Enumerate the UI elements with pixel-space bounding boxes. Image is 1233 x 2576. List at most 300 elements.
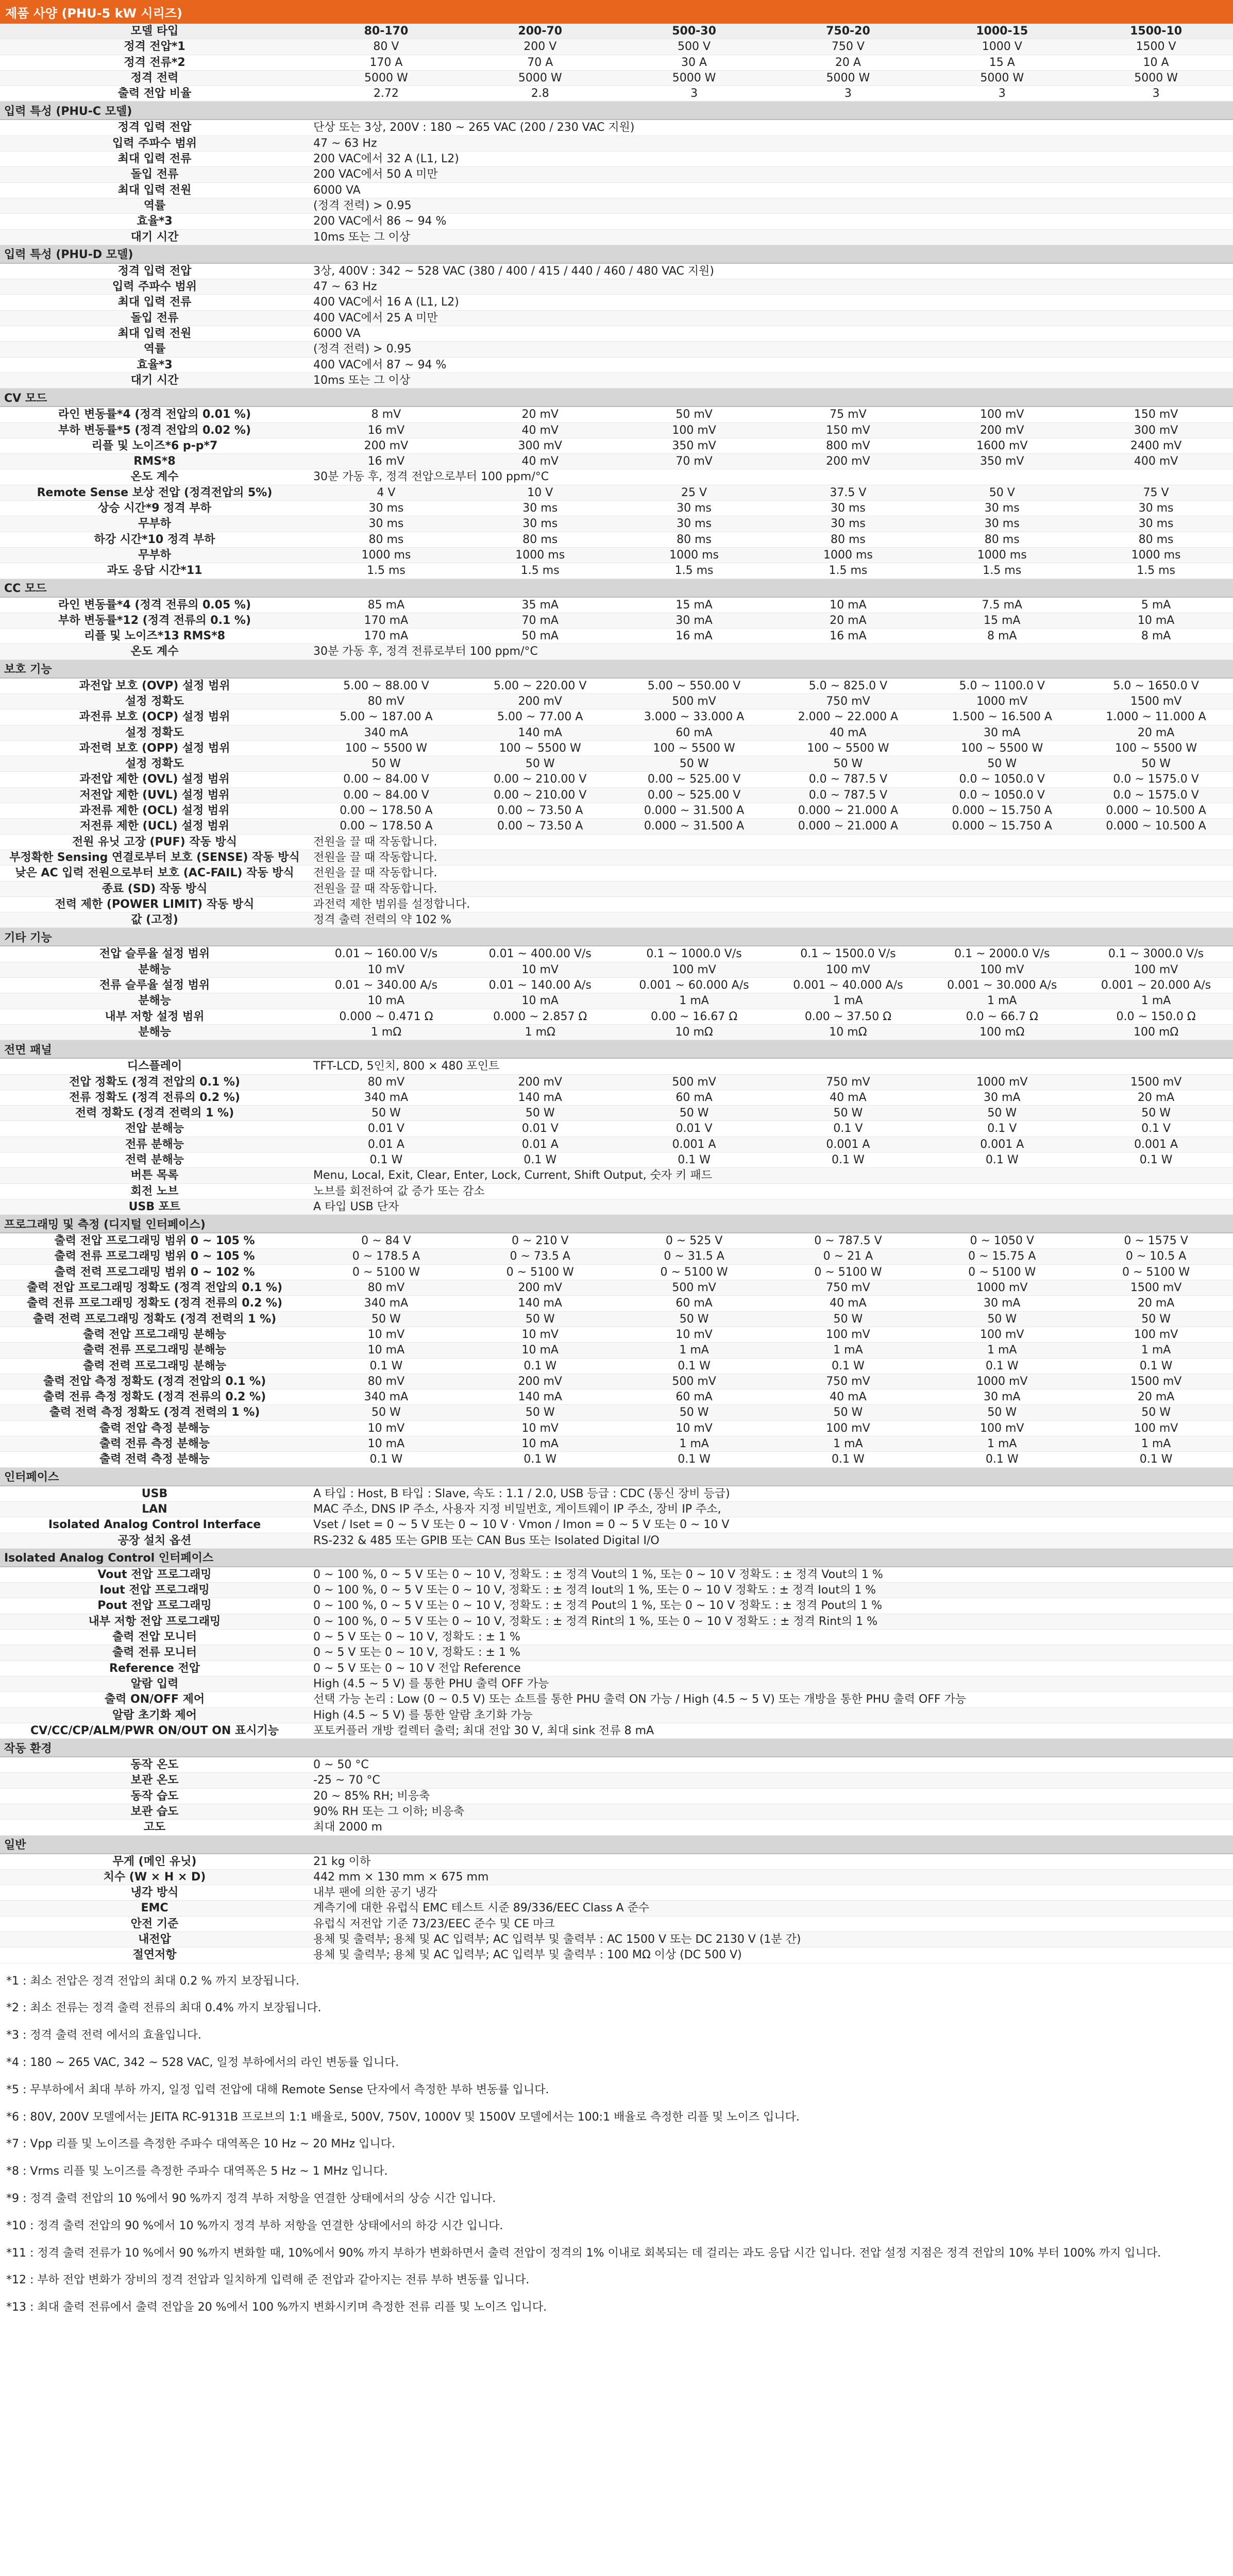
spec-label: USB (141, 1487, 168, 1500)
spec-cell: 15 mA (675, 598, 713, 612)
spec-cell: 10 mA (367, 1344, 405, 1357)
spec-cell: 80 ms (677, 533, 712, 546)
spec-value (309, 1233, 1233, 1248)
spec-cell: 1.5 ms (1137, 564, 1176, 578)
spec-cell: 350 mV (980, 455, 1024, 468)
spec-cell: 1.5 ms (366, 564, 406, 578)
spec-cell: 50 W (987, 1406, 1017, 1419)
spec-cell: 10 A (1143, 56, 1169, 69)
spec-cell: 1000 V (982, 40, 1022, 54)
spec-cell: 0.01 A (367, 1138, 404, 1151)
section-header: 인터페이스 (0, 1468, 1233, 1486)
spec-value (309, 741, 1233, 756)
spec-cell: 0.1 W (985, 1154, 1019, 1166)
spec-cell: 0 ~ 10.5 A (1125, 1250, 1187, 1263)
spec-cell: 100 mV (1134, 1421, 1178, 1435)
spec-cell: 20 mA (1137, 726, 1175, 739)
spec-value (309, 694, 1233, 709)
spec-cell: 10 mA (367, 1437, 405, 1451)
spec-cell: 200 V (523, 40, 557, 54)
spec-label: 동작 습도 (130, 1789, 179, 1803)
spec-cell: 50 W (525, 1107, 555, 1120)
spec-cell: 0.1 W (1139, 1453, 1173, 1466)
spec-label: Reference 전압 (109, 1662, 200, 1675)
spec-value (309, 1265, 1233, 1280)
spec-label: 출력 전압 비율 (117, 87, 192, 100)
spec-cell: 0.000 ~ 21.000 A (798, 820, 899, 833)
spec-row (0, 1614, 1233, 1630)
spec-label: 출력 전압 측정 분해능 (99, 1421, 210, 1435)
spec-value: 전원을 끌 때 작동합니다. (313, 867, 437, 880)
spec-row (0, 694, 1233, 709)
spec-cell: 750 mV (826, 1075, 870, 1089)
spec-cell: 0.000 ~ 10.500 A (1106, 820, 1206, 833)
spec-table (0, 24, 1233, 1963)
spec-label: Iout 전압 프로그래밍 (99, 1584, 210, 1597)
spec-label: 전압 정확도 (정격 전압의 0.1 %) (69, 1075, 240, 1089)
spec-cell: 10 mV (367, 1328, 405, 1341)
spec-cell: 0 ~ 5100 W (814, 1265, 882, 1279)
spec-value: 과전력 제한 범위를 설정합니다. (313, 897, 470, 911)
section-header: 기타 기능 (0, 928, 1233, 946)
spec-label: 출력 전류 프로그래밍 범위 0 ~ 105 % (54, 1250, 255, 1263)
spec-cell: 0.1 W (985, 1359, 1019, 1372)
spec-cell: 340 mA (364, 1297, 409, 1310)
spec-cell: 50 W (987, 1107, 1017, 1120)
spec-cell: 5000 W (826, 71, 870, 84)
spec-cell: 100 mV (826, 1328, 870, 1341)
spec-row (0, 548, 1233, 563)
spec-cell: 0.00 ~ 178.50 A (340, 820, 433, 833)
spec-label: 출력 ON/OFF 제어 (104, 1693, 205, 1706)
spec-value (309, 1249, 1233, 1264)
spec-cell: 0.0 ~ 1575.0 V (1113, 773, 1199, 786)
spec-cell: 0.1 ~ 2000.0 V/s (954, 947, 1050, 961)
spec-row (0, 613, 1233, 629)
spec-value (309, 962, 1233, 977)
spec-cell: 100 mV (980, 408, 1024, 421)
spec-cell: 30 ms (368, 517, 404, 531)
spec-row (0, 882, 1233, 897)
spec-cell: 7.5 mA (982, 598, 1022, 612)
spec-row (0, 993, 1233, 1009)
spec-cell: 0.00 ~ 84.00 V (343, 788, 429, 802)
spec-cell: 0.001 A (1134, 1138, 1178, 1151)
spec-label: 출력 전력 프로그래밍 분해능 (82, 1359, 226, 1372)
section-header: CC 모드 (0, 579, 1233, 598)
spec-label: 전력 제한 (POWER LIMIT) 작동 방식 (55, 897, 255, 911)
spec-label: 출력 전력 프로그래밍 정확도 (정격 전력의 1 %) (32, 1312, 277, 1326)
spec-label: 설정 정확도 (125, 726, 184, 739)
spec-label: CV/CC/CP/ALM/PWR ON/OUT ON 표시기능 (30, 1724, 279, 1737)
spec-row (0, 71, 1233, 86)
spec-cell: 0.001 A (826, 1138, 870, 1151)
spec-cell: 0.01 ~ 400.00 V/s (488, 947, 592, 961)
spec-cell: 50 W (371, 757, 401, 771)
spec-value (309, 946, 1233, 961)
spec-label: 전류 분해능 (125, 1138, 184, 1151)
spec-row (0, 1598, 1233, 1614)
spec-label: 출력 전류 측정 정확도 (정격 전류의 0.2 %) (43, 1391, 266, 1404)
spec-cell: 140 mA (518, 1297, 562, 1310)
spec-label: 부하 변동률*12 (정격 전류의 0.1 %) (58, 614, 251, 627)
spec-label: 최대 입력 전류 (117, 152, 192, 166)
spec-cell: 40 mV (521, 423, 559, 437)
spec-value: Vset / Iset = 0 ~ 5 V 또는 0 ~ 10 V · Vmon / Imon = 0 ~ 5 V 또는 0 ~ 10 V (313, 1518, 730, 1532)
spec-value (309, 55, 1233, 70)
spec-value: 10ms 또는 그 이상 (313, 230, 411, 244)
spec-label: 출력 전류 모니터 (112, 1646, 197, 1659)
spec-value (309, 485, 1233, 500)
spec-cell: 50 W (833, 1312, 863, 1326)
spec-row (0, 1932, 1233, 1947)
spec-label: 입력 주파수 범위 (112, 280, 197, 294)
spec-cell: 0.001 ~ 40.000 A/s (793, 979, 903, 992)
spec-cell: 80 mV (367, 1375, 405, 1388)
spec-cell: 200 mV (364, 439, 409, 452)
spec-cell: 5000 W (1134, 71, 1178, 84)
section-header: 입력 특성 (PHU-D 모델) (0, 245, 1233, 264)
spec-label: 라인 변동률*4 (정격 전류의 0.05 %) (58, 598, 251, 612)
spec-cell: 100 mV (980, 1421, 1024, 1435)
spec-value: 90% RH 또는 그 이하; 비응축 (313, 1805, 465, 1818)
spec-value (309, 1389, 1233, 1404)
footnotes (0, 1963, 1233, 2337)
spec-value (309, 598, 1233, 613)
spec-value (309, 563, 1233, 578)
spec-row (0, 1025, 1233, 1040)
spec-cell: 70 mV (675, 455, 713, 468)
spec-value (309, 709, 1233, 724)
spec-value: A 타입 : Host, B 타입 : Slave, 속도 : 1.1 / 2.0, USB 등급 : CDC (통신 장비 등급) (313, 1487, 730, 1500)
spec-row (0, 1676, 1233, 1692)
spec-value: 30분 가동 후, 정격 전압으로부터 100 ppm/°C (313, 470, 549, 484)
spec-label: 무게 (메인 유닛) (112, 1855, 197, 1868)
spec-value: 전원을 끌 때 작동합니다. (313, 851, 437, 864)
section-header: 전면 패널 (0, 1040, 1233, 1059)
spec-cell: 3.000 ~ 33.000 A (644, 710, 745, 724)
spec-cell: 85 mA (367, 598, 405, 612)
spec-row (0, 198, 1233, 214)
spec-label: 전류 슬루율 설정 범위 (99, 979, 210, 992)
spec-row (0, 39, 1233, 55)
spec-label: 안전 기준 (130, 1917, 179, 1930)
spec-cell: 1 mΩ (370, 1025, 402, 1039)
spec-cell: 20 mA (830, 614, 867, 627)
spec-cell: 16 mA (830, 630, 867, 643)
spec-row (0, 756, 1233, 772)
spec-cell: 15 mA (984, 614, 1021, 627)
spec-row (0, 1692, 1233, 1707)
spec-label: 분해능 (138, 1025, 171, 1039)
spec-cell: 1000 mV (976, 1075, 1028, 1089)
spec-cell: 100 mV (980, 963, 1024, 976)
spec-cell: 0 ~ 84 V (361, 1234, 411, 1248)
spec-cell: 20 mA (1137, 1091, 1175, 1104)
spec-row (0, 1184, 1233, 1199)
spec-cell: 2.000 ~ 22.000 A (798, 710, 899, 724)
spec-cell: 500 mV (672, 1375, 716, 1388)
spec-cell: 1500 mV (1130, 694, 1182, 708)
spec-cell: 60 mA (675, 726, 713, 739)
spec-label: 알람 입력 (130, 1677, 179, 1690)
spec-row (0, 1870, 1233, 1885)
spec-value (309, 1137, 1233, 1152)
spec-label: RMS*8 (133, 455, 176, 468)
spec-row (0, 1583, 1233, 1598)
spec-cell: 8 mA (1141, 630, 1171, 643)
spec-row (0, 1947, 1233, 1963)
spec-cell: 5.00 ~ 187.00 A (340, 710, 433, 724)
section-header: 프로그래밍 및 측정 (디지털 인터페이스) (0, 1215, 1233, 1233)
spec-label: 정격 입력 전압 (117, 121, 192, 134)
spec-cell: 0 ~ 525 V (665, 1234, 723, 1248)
spec-cell: 50 W (525, 1312, 555, 1326)
spec-cell: 1000-15 (976, 25, 1028, 38)
spec-cell: 30 ms (1138, 502, 1174, 515)
spec-cell: 300 mV (518, 439, 562, 452)
spec-label: LAN (142, 1502, 167, 1516)
spec-cell: 30 mA (984, 1091, 1021, 1104)
spec-cell: 0.0 ~ 66.7 Ω (966, 1010, 1038, 1023)
footnote: *12 : 부하 전압 변화가 장비의 정격 전압과 일치하게 입력해 준 전압과 같아지는 전류 부하 변동률 입니다. (6, 2274, 530, 2287)
spec-cell: 4 V (377, 486, 396, 499)
spec-label: 출력 전력 프로그래밍 범위 0 ~ 102 % (54, 1265, 255, 1279)
spec-cell: 1 mA (1141, 1344, 1171, 1357)
spec-cell: 50 W (679, 1312, 709, 1326)
spec-value (309, 1025, 1233, 1040)
spec-cell: 0.01 V (521, 1122, 559, 1136)
spec-value: MAC 주소, DNS IP 주소, 사용자 지정 비밀번호, 게이트웨이 IP 주소, 장비 IP 주소, (313, 1502, 721, 1516)
spec-row (0, 55, 1233, 71)
spec-row (0, 1486, 1233, 1502)
spec-cell: 10 mA (367, 994, 405, 1008)
spec-cell: 1000 mV (976, 694, 1028, 708)
spec-value: 47 ~ 63 Hz (313, 280, 377, 294)
spec-label: Remote Sense 보상 전압 (정격전압의 5%) (37, 486, 273, 499)
spec-label: 과전류 보호 (OCP) 설정 범위 (79, 710, 230, 724)
spec-cell: 16 mV (367, 455, 405, 468)
spec-label: 하강 시간*10 정격 부하 (94, 533, 215, 546)
spec-row (0, 1452, 1233, 1467)
spec-cell: 50 W (371, 1107, 401, 1120)
spec-value (309, 679, 1233, 693)
spec-value (309, 1327, 1233, 1342)
spec-label: 냉각 방식 (130, 1886, 179, 1900)
spec-cell: 0 ~ 5100 W (1122, 1265, 1190, 1279)
spec-cell: 0.1 W (985, 1453, 1019, 1466)
spec-value: (정격 전력) > 0.95 (313, 343, 412, 356)
spec-label: 과전압 보호 (OVP) 설정 범위 (79, 679, 230, 692)
spec-row (0, 1343, 1233, 1358)
spec-value (309, 1436, 1233, 1451)
spec-row (0, 1789, 1233, 1804)
spec-cell: 1 mA (987, 994, 1017, 1008)
spec-row (0, 1630, 1233, 1645)
spec-value (309, 1075, 1233, 1090)
spec-cell: 50 W (987, 757, 1017, 771)
spec-row (0, 516, 1233, 532)
spec-row (0, 407, 1233, 422)
spec-cell: 0.000 ~ 31.500 A (644, 820, 745, 833)
spec-cell: 50 V (989, 486, 1015, 499)
spec-value (309, 501, 1233, 516)
spec-cell: 50 W (1141, 1107, 1171, 1120)
spec-row (0, 1757, 1233, 1773)
spec-label: 출력 전압 측정 정확도 (정격 전압의 0.1 %) (43, 1375, 266, 1388)
spec-cell: 80 ms (984, 533, 1020, 546)
spec-label: 출력 전류 측정 분해능 (99, 1437, 210, 1451)
spec-cell: 500-30 (672, 25, 716, 38)
spec-cell: 16 mV (367, 423, 405, 437)
footnote: *8 : Vrms 리플 및 노이즈를 측정한 주파수 대역폭은 5 Hz ~ 1 MHz 입니다. (6, 2165, 388, 2178)
spec-cell: 100 ~ 5500 W (807, 741, 889, 755)
spec-cell: 0.00 ~ 16.67 Ω (650, 1010, 738, 1023)
spec-value (309, 788, 1233, 803)
spec-cell: 3 (690, 87, 698, 100)
spec-value: 442 mm × 130 mm × 675 mm (313, 1870, 489, 1884)
spec-value: 400 VAC에서 87 ~ 94 % (313, 358, 447, 371)
spec-row (0, 629, 1233, 644)
spec-label: 전원 유닛 고장 (PUF) 작동 방식 (72, 835, 237, 849)
page-title: 제품 사양 (PHU-5 kW 시리즈) (5, 6, 182, 21)
spec-cell: 10 mV (521, 1328, 559, 1341)
spec-cell: 8 mV (371, 408, 401, 421)
spec-value: (정격 전력) > 0.95 (313, 199, 412, 212)
spec-cell: 0.1 ~ 1500.0 V/s (800, 947, 896, 961)
spec-row (0, 1090, 1233, 1106)
spec-cell: 150 mV (826, 423, 870, 437)
spec-cell: 5.00 ~ 220.00 V (494, 679, 587, 692)
spec-label: 출력 전압 프로그래밍 범위 0 ~ 105 % (54, 1234, 255, 1248)
spec-value: 최대 2000 m (313, 1821, 382, 1834)
spec-row (0, 1137, 1233, 1153)
spec-value (309, 407, 1233, 422)
spec-cell: 0.000 ~ 21.000 A (798, 804, 899, 818)
spec-row (0, 1708, 1233, 1723)
spec-value (309, 613, 1233, 628)
spec-cell: 1 mA (1141, 994, 1171, 1008)
spec-cell: 30 ms (830, 517, 866, 531)
spec-cell: 1000 mV (976, 1375, 1028, 1388)
spec-cell: 1.5 ms (829, 564, 868, 578)
spec-row (0, 358, 1233, 373)
spec-cell: 75 V (1143, 486, 1169, 499)
spec-cell: 0.1 W (369, 1359, 403, 1372)
spec-cell: 0.00 ~ 525.00 V (647, 788, 741, 802)
spec-cell: 1 mA (679, 1344, 709, 1357)
spec-cell: 1500 mV (1130, 1075, 1182, 1089)
spec-row (0, 454, 1233, 469)
spec-cell: 1000 mV (976, 1281, 1028, 1295)
spec-cell: 40 mV (521, 455, 559, 468)
spec-cell: 35 mA (521, 598, 559, 612)
spec-cell: 50 mA (521, 630, 559, 643)
spec-cell: 0.1 W (523, 1154, 557, 1166)
spec-row (0, 1533, 1233, 1549)
spec-row (0, 1885, 1233, 1901)
spec-cell: 1000 ms (361, 548, 411, 562)
spec-row (0, 946, 1233, 962)
spec-value: 3상, 400V : 342 ~ 528 VAC (380 / 400 / 415 / 440 / 460 / 480 VAC 지원) (313, 264, 714, 278)
spec-label: USB 포트 (128, 1200, 181, 1213)
spec-cell: 500 mV (672, 1281, 716, 1295)
spec-cell: 80 mV (367, 1281, 405, 1295)
spec-cell: 0.01 V (367, 1122, 404, 1136)
spec-row (0, 1296, 1233, 1311)
spec-cell: 5.00 ~ 550.00 V (647, 679, 741, 692)
spec-cell: 10 mA (521, 994, 559, 1008)
spec-row (0, 167, 1233, 182)
spec-cell: 200 mV (518, 1075, 562, 1089)
spec-cell: 50 W (525, 757, 555, 771)
spec-cell: 0.000 ~ 15.750 A (952, 804, 1052, 818)
spec-value (309, 454, 1233, 469)
spec-cell: 100 mV (826, 963, 870, 976)
spec-row (0, 725, 1233, 741)
spec-row (0, 644, 1233, 659)
spec-cell: 1500 V (1136, 40, 1176, 54)
spec-label: 값 (고정) (131, 913, 178, 927)
spec-label: 알람 초기화 제어 (112, 1708, 197, 1722)
spec-cell: 100 ~ 5500 W (653, 741, 735, 755)
footnote: *5 : 무부하에서 최대 부하 까지, 일정 입력 전압에 대해 Remote Sense 단자에서 측정한 부하 변동률 입니다. (6, 2083, 549, 2096)
spec-label: EMC (141, 1902, 168, 1915)
spec-cell: 50 W (987, 1312, 1017, 1326)
spec-label: 온도 계수 (130, 645, 179, 658)
spec-label: 대기 시간 (130, 374, 179, 387)
spec-cell: 1000 ms (823, 548, 873, 562)
spec-label: 무부하 (138, 548, 171, 562)
spec-label: 리플 및 노이즈*6 p-p*7 (91, 439, 218, 452)
spec-cell: 5000 W (364, 71, 408, 84)
spec-cell: 200-70 (518, 25, 563, 38)
spec-cell: 0.00 ~ 84.00 V (343, 773, 429, 786)
spec-label: 보관 온도 (130, 1774, 179, 1787)
spec-row (0, 819, 1233, 834)
spec-label: 리플 및 노이즈*13 RMS*8 (83, 630, 226, 643)
title-bar (0, 0, 1233, 24)
spec-row (0, 326, 1233, 342)
spec-value (309, 71, 1233, 86)
spec-label: 돌입 전류 (130, 168, 179, 181)
spec-row (0, 214, 1233, 229)
spec-cell: 0.01 ~ 160.00 V/s (334, 947, 438, 961)
spec-cell: 0.000 ~ 2.857 Ω (493, 1010, 587, 1023)
spec-cell: 2400 mV (1130, 439, 1182, 452)
spec-label: 치수 (W × H × D) (103, 1870, 206, 1884)
spec-row (0, 1059, 1233, 1074)
spec-row (0, 1567, 1233, 1583)
spec-row (0, 120, 1233, 135)
spec-cell: 30 mA (675, 614, 713, 627)
spec-cell: 0.1 W (523, 1359, 557, 1372)
spec-value (309, 1153, 1233, 1167)
spec-value (309, 1121, 1233, 1136)
footnote: *6 : 80V, 200V 모델에서는 JEITA RC-9131B 프로브의 1:1 배율로, 500V, 750V, 1000V 및 1500V 모델에서는 100:1 배율로 측정한 리플 및 노이즈 입니다. (6, 2110, 800, 2124)
spec-value: A 타입 USB 단자 (313, 1200, 399, 1213)
spec-cell: 1000 ms (669, 548, 719, 562)
spec-cell: 10 mA (830, 598, 867, 612)
spec-value (309, 772, 1233, 787)
spec-label: 부정확한 Sensing 연결로부터 보호 (SENSE) 작동 방식 (9, 851, 300, 864)
spec-cell: 3 (998, 87, 1006, 100)
spec-row (0, 1265, 1233, 1280)
spec-cell: 10 mV (521, 1421, 559, 1435)
spec-cell: 0.1 W (678, 1359, 711, 1372)
spec-row (0, 679, 1233, 694)
spec-cell: 0 ~ 5100 W (660, 1265, 728, 1279)
